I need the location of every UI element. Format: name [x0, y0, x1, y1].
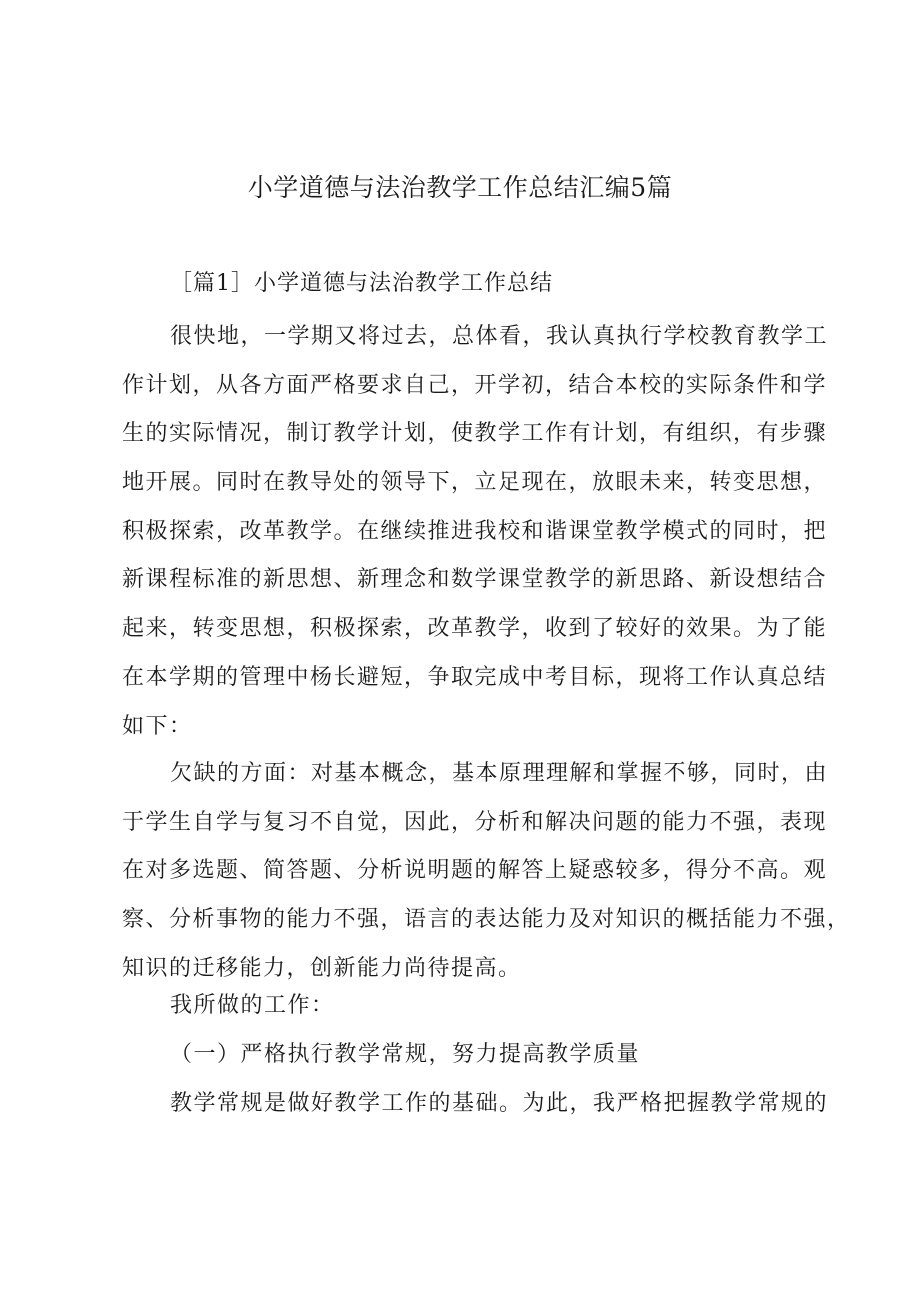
paragraph-line: 作计划，从各方面严格要求自己，开学初，结合本校的实际条件和学: [122, 372, 828, 398]
paragraph-line: 如下：: [122, 713, 193, 739]
section-heading: ［篇1］小学道德与法治教学工作总结: [170, 271, 553, 296]
paragraph-line: 生的实际情况，制订教学计划，使教学工作有计划，有组织，有步骤: [122, 421, 828, 447]
paragraph-line: 新课程标准的新思想、新理念和数学课堂教学的新思路、新设想结合: [122, 567, 828, 593]
paragraph-line: 起来，转变思想，积极探索，改革教学，收到了较好的效果。为了能: [122, 616, 828, 642]
subheading-1: （一）严格执行教学常规，努力提高教学质量: [170, 1042, 641, 1067]
paragraph-3-line: 教学常规是做好教学工作的基础。为此，我严格把握教学常规的: [170, 1091, 829, 1116]
paragraph-line: 于学生自学与复习不自觉，因此，分析和解决问题的能力不强，表现: [122, 809, 828, 835]
document-title: 小学道德与法治教学工作总结汇编5篇: [247, 173, 673, 202]
paragraph-line: 在本学期的管理中杨长避短，争取完成中考目标，现将工作认真总结: [122, 664, 828, 690]
paragraph-2: [122, 750, 851, 993]
paragraph-line: 很快地，一学期又将过去，总体看，我认真执行学校教育教学工: [170, 324, 829, 349]
paragraph-line: 在对多选题、简答题、分析说明题的解答上疑惑较多，得分不高。观: [122, 858, 828, 884]
paragraph-line: 积极探索，改革教学。在继续推进我校和谐课堂教学模式的同时，把: [122, 518, 828, 544]
paragraph-line: 知识的迁移能力，创新能力尚待提高。: [122, 955, 522, 981]
paragraph-line: 地开展。同时在教导处的领导下，立足现在，放眼未来，转变思想，: [122, 470, 828, 496]
paragraph-line: 欠缺的方面：对基本概念，基本原理理解和掌握不够，同时，由: [170, 761, 829, 786]
work-heading: 我所做的工作：: [170, 993, 335, 1018]
paragraph-1: [122, 313, 829, 751]
paragraph-line: 察、分析事物的能力不强，语言的表达能力及对知识的概括能力不强，: [122, 907, 851, 933]
